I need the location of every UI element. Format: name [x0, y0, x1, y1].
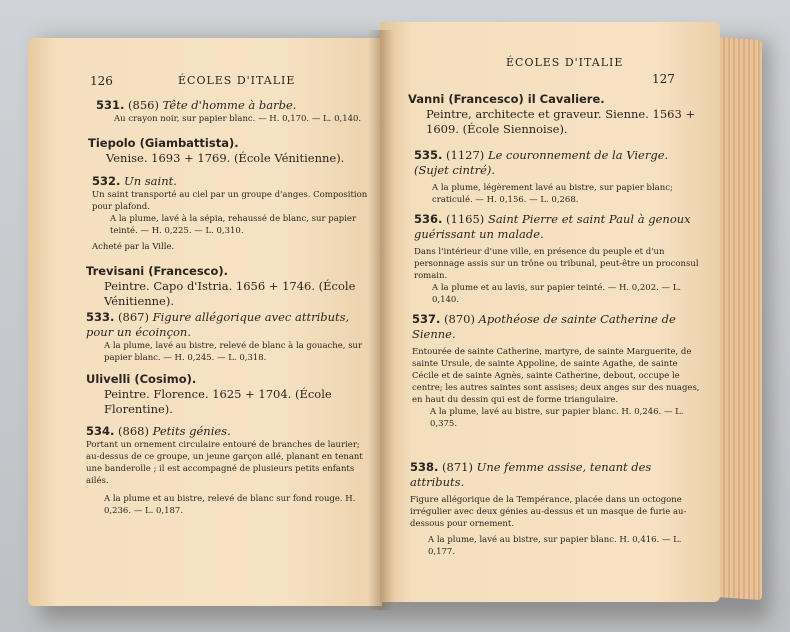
entry-text: Dans l'intérieur d'une ville, en présence du peuple et d'un personnage assis sur un trône ou tribunal, peut-être un proconsul romain.	[414, 247, 699, 281]
entry-ref: (867)	[118, 310, 149, 324]
entry-text: Entourée de sainte Catherine, martyre, de sainte Marguerite, de sainte Ursule, de sainte Appoline, de sainte Agathe, de sainte Cécile et de sainte Agnès, sainte Catherine, debout, occupe le centre; les autres saintes sont assises; deux anges sur des nuages, en haut du dessin qui est de forme triangulaire.	[412, 347, 700, 405]
entry-ref: (1127)	[446, 148, 485, 162]
entry-number: 535.	[414, 148, 443, 162]
entry-ref: (868)	[118, 424, 149, 438]
entry-note: A la plume, lavé au bistre, relevé de blanc à la gouache, sur papier blanc. — H. 0,245. — L. 0,318.	[104, 341, 363, 363]
entry-note: Au crayon noir, sur papier blanc. — H. 0,170. — L. 0,140.	[114, 114, 362, 124]
entry-title: Un saint.	[124, 174, 177, 188]
entry-ref: (1165)	[446, 212, 485, 226]
entry-title: Saint Pierre et saint Paul à genoux guérissant un malade.	[414, 212, 691, 241]
entry-538	[410, 460, 702, 558]
artist-name: Ulivelli (Cosimo).	[86, 372, 197, 386]
entry-ref: (856)	[128, 98, 159, 112]
right-page	[380, 22, 720, 602]
artist-vanni	[408, 92, 698, 137]
artist-name: Vanni (Francesco) il Cavaliere.	[408, 92, 605, 106]
entry-note: A la plume, lavé à la sépia, rehaussé de blanc, sur papier teinté. — H. 0,225. — L. 0,310.	[110, 214, 357, 236]
entry-number: 531.	[96, 98, 125, 112]
entry-note: A la plume, lavé au bistre, sur papier blanc. H. 0,416. — L. 0,177.	[428, 535, 682, 557]
entry-531	[96, 98, 366, 125]
entry-number: 536.	[414, 212, 443, 226]
artist-ulivelli	[86, 372, 370, 417]
artist-name: Tiepolo (Giambattista).	[88, 136, 239, 150]
entry-535	[414, 148, 702, 206]
entry-title: Une femme assise, tenant des attributs.	[410, 460, 652, 489]
entry-534	[86, 424, 370, 517]
entry-title: Le couronnement de la Vierge. (Sujet cintré).	[414, 148, 669, 177]
artist-bio: Peintre, architecte et graveur. Sienne. 1563 + 1609. (École Siennoise).	[426, 107, 696, 136]
book-gutter	[368, 30, 394, 610]
entry-title: Apothéose de sainte Catherine de Sienne.	[412, 312, 676, 341]
entry-note: A la plume et au lavis, sur papier teinté. — H. 0,202. — L. 0,140.	[432, 283, 682, 305]
running-head: ÉCOLES D'ITALIE	[506, 56, 624, 69]
artist-bio: Peintre. Florence. 1625 + 1704. (École Florentine).	[104, 387, 332, 416]
entry-ref: (871)	[442, 460, 473, 474]
entry-number: 538.	[410, 460, 439, 474]
entry-text: Un saint transporté au ciel par un groupe d'anges. Composition pour plafond.	[92, 190, 368, 212]
entry-extra: Acheté par la Ville.	[92, 242, 175, 252]
entry-text: Figure allégorique de la Tempérance, placée dans un octogone irrégulier avec deux génies au-dessus et un masque de furie au-dessous pour ornement.	[410, 495, 687, 529]
entry-title: Tête d'homme à barbe.	[162, 98, 297, 112]
entry-note: A la plume, lavé au bistre, sur papier blanc. H. 0,246. — L. 0,375.	[430, 407, 684, 429]
entry-533	[86, 310, 370, 364]
artist-name: Trevisani (Francesco).	[86, 264, 229, 278]
artist-bio: Venise. 1693 + 1769. (École Vénitienne).	[106, 151, 345, 165]
entry-number: 532.	[92, 174, 121, 188]
entry-title: Petits génies.	[152, 424, 231, 438]
artist-trevisani	[86, 264, 370, 309]
entry-537	[412, 312, 702, 430]
entry-ref: (870)	[444, 312, 475, 326]
running-head: ÉCOLES D'ITALIE	[178, 74, 296, 87]
entry-number: 537.	[412, 312, 441, 326]
entry-text: Portant un ornement circulaire entouré de branches de laurier; au-dessus de ce groupe, un jeune garçon ailé, planant en tenant une banderolle ; il est accompagné de plusieurs petits enfants ailés.	[86, 440, 363, 486]
entry-note: A la plume et au bistre, relevé de blanc sur fond rouge. H. 0,236. — L. 0,187.	[104, 494, 356, 516]
entry-number: 533.	[86, 310, 115, 324]
artist-tiepolo	[88, 136, 368, 166]
entry-number: 534.	[86, 424, 115, 438]
entry-536	[414, 212, 702, 306]
page-number: 126	[90, 74, 113, 88]
entry-title: Figure allégorique avec attributs, pour un écoinçon.	[86, 310, 350, 339]
page-number: 127	[652, 72, 675, 86]
entry-532	[92, 174, 370, 253]
artist-bio: Peintre. Capo d'Istria. 1656 + 1746. (École Vénitienne).	[104, 279, 356, 308]
entry-note: A la plume, légèrement lavé au bistre, sur papier blanc; craticulé. — H. 0,156. — L. 0,268.	[432, 183, 673, 205]
left-page	[28, 38, 382, 606]
